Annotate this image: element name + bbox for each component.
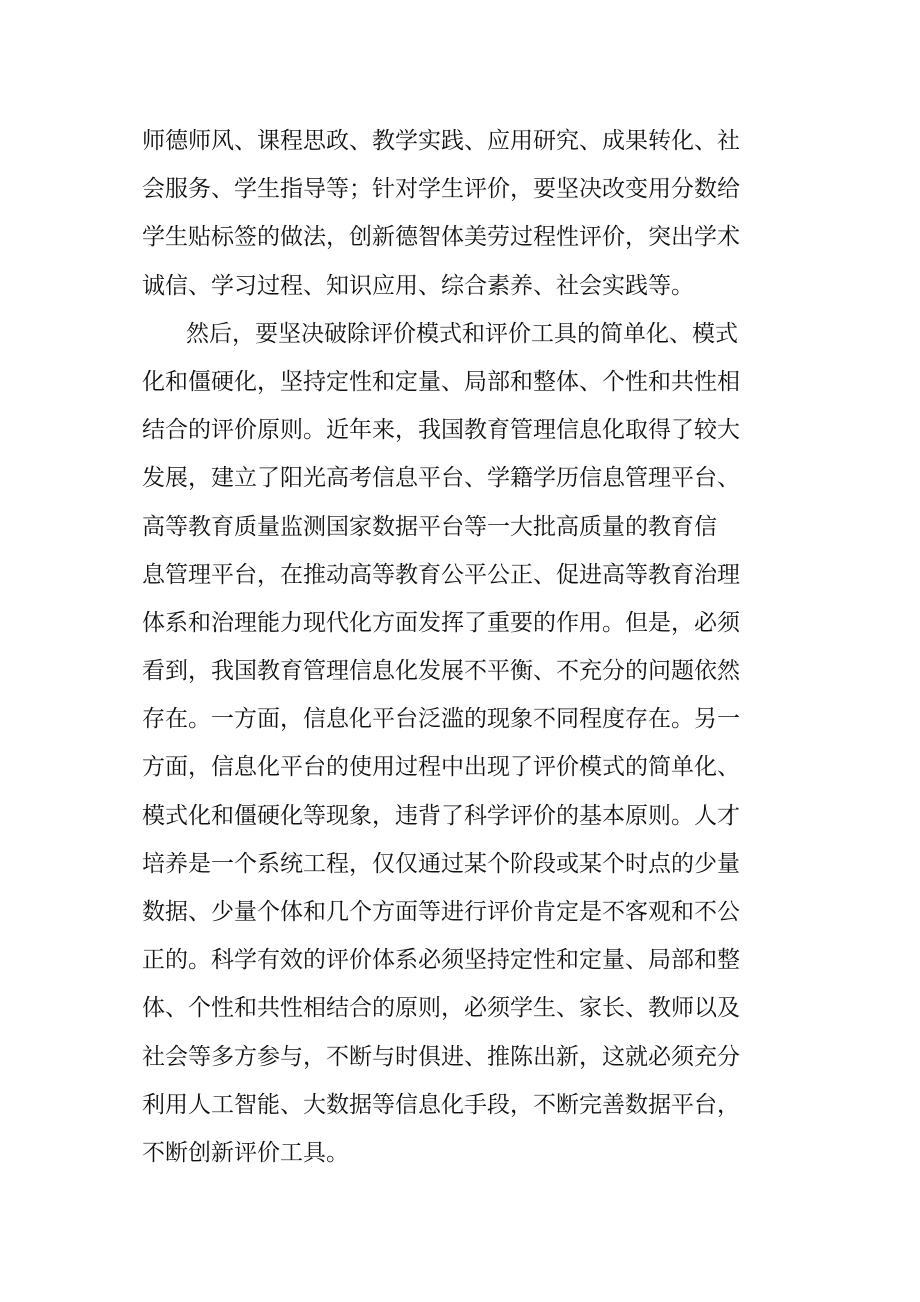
text-line: 诚信、学习过程、知识应用、综合素养、社会实践等。 <box>142 272 694 299</box>
paragraph-2 <box>142 310 802 1177</box>
text-line: 存在。一方面，信息化平台泛滥的现象不同程度存在。另一 <box>142 706 740 733</box>
text-line: 体系和治理能力现代化方面发挥了重要的作用。但是，必须 <box>142 609 740 636</box>
text-line: 体、个性和共性相结合的原则，必须学生、家长、教师以及 <box>142 995 740 1022</box>
text-line: 正的。科学有效的评价体系必须坚持定性和定量、局部和整 <box>142 947 740 974</box>
text-line: 模式化和僵硬化等现象，违背了科学评价的基本原则。人才 <box>142 802 740 829</box>
text-line: 不断创新评价工具。 <box>142 1139 349 1166</box>
text-line: 师德师风、课程思政、教学实践、应用研究、成果转化、社 <box>142 128 740 154</box>
document-body <box>142 117 802 1177</box>
text-line: 利用人工智能、大数据等信息化手段，不断完善数据平台， <box>142 1091 740 1118</box>
text-line: 息管理平台，在推动高等教育公平公正、促进高等教育治理 <box>142 561 740 588</box>
text-line: 社会等多方参与，不断与时俱进、推陈出新，这就必须充分 <box>142 1043 740 1070</box>
text-line: 数据、少量个体和几个方面等进行评价肯定是不客观和不公 <box>142 899 740 925</box>
text-line: 高等教育质量监测国家数据平台等一大批高质量的教育信 <box>142 513 717 540</box>
text-line: 看到，我国教育管理信息化发展不平衡、不充分的问题依然 <box>142 658 740 685</box>
text-line: 学生贴标签的做法，创新德智体美劳过程性评价，突出学术 <box>142 224 740 251</box>
text-line: 发展，建立了阳光高考信息平台、学籍学历信息管理平台、 <box>142 465 740 492</box>
text-line: 然后，要坚决破除评价模式和评价工具的简单化、模式 <box>186 320 738 347</box>
text-line: 培养是一个系统工程，仅仅通过某个阶段或某个时点的少量 <box>142 850 740 877</box>
text-line: 结合的评价原则。近年来，我国教育管理信息化取得了较大 <box>142 417 740 444</box>
text-line: 会服务、学生指导等；针对学生评价，要坚决改变用分数给 <box>142 176 740 203</box>
text-line: 方面，信息化平台的使用过程中出现了评价模式的简单化、 <box>142 754 740 781</box>
text-line: 化和僵硬化，坚持定性和定量、局部和整体、个性和共性相 <box>142 368 740 395</box>
paragraph-1 <box>142 117 802 310</box>
